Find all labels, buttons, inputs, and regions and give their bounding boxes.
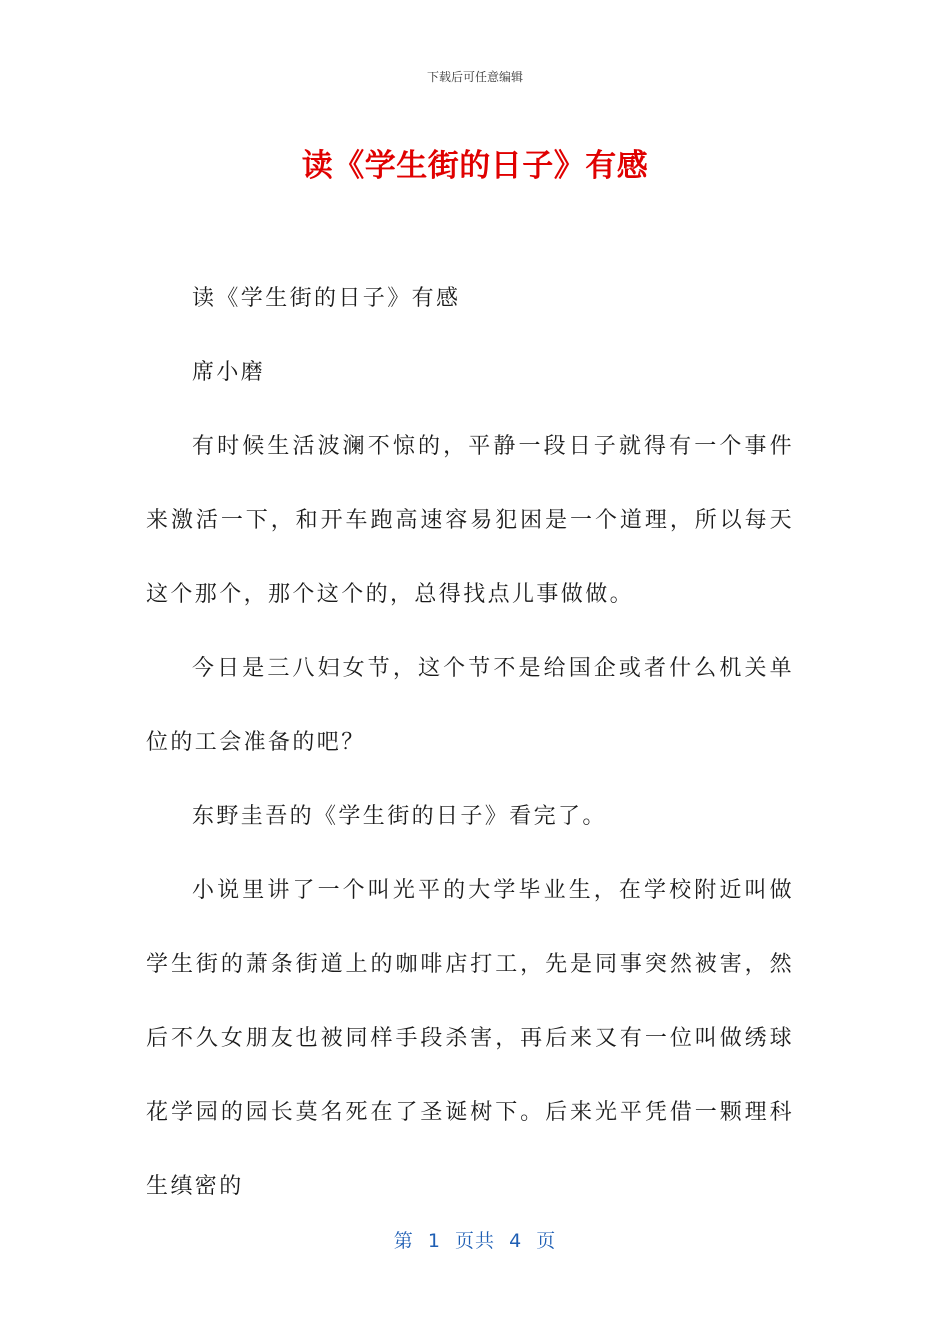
paragraph: 今日是三八妇女节，这个节不是给国企或者什么机关单位的工会准备的吧？ [146,656,794,755]
paragraph: 有时候生活波澜不惊的，平静一段日子就得有一个事件来激活一下，和开车跑高速容易犯困是一个道理，所以每天这个那个，那个这个的，总得找点儿事做做。 [146,434,794,607]
paragraph-author: 席小磨 [192,360,266,385]
paragraph-subtitle: 读《学生街的日子》有感 [192,286,461,311]
document-body [146,262,794,1224]
paragraph: 小说里讲了一个叫光平的大学毕业生，在学校附近叫做学生街的萧条街道上的咖啡店打工，先是同事突然被害，然后不久女朋友也被同样手段杀害，再后来又有一位叫做绣球花学园的园长莫名死在了圣诞树下。后来光平凭借一颗理科生缜密的 [146,878,794,1199]
paragraph: 东野圭吾的《学生街的日子》看完了。 [192,804,607,829]
document-title: 读《学生街的日子》有感 [301,148,649,184]
page-number-footer: 第 1 页共 4 页 [393,1230,557,1252]
header-note: 下载后可任意编辑 [426,70,523,84]
